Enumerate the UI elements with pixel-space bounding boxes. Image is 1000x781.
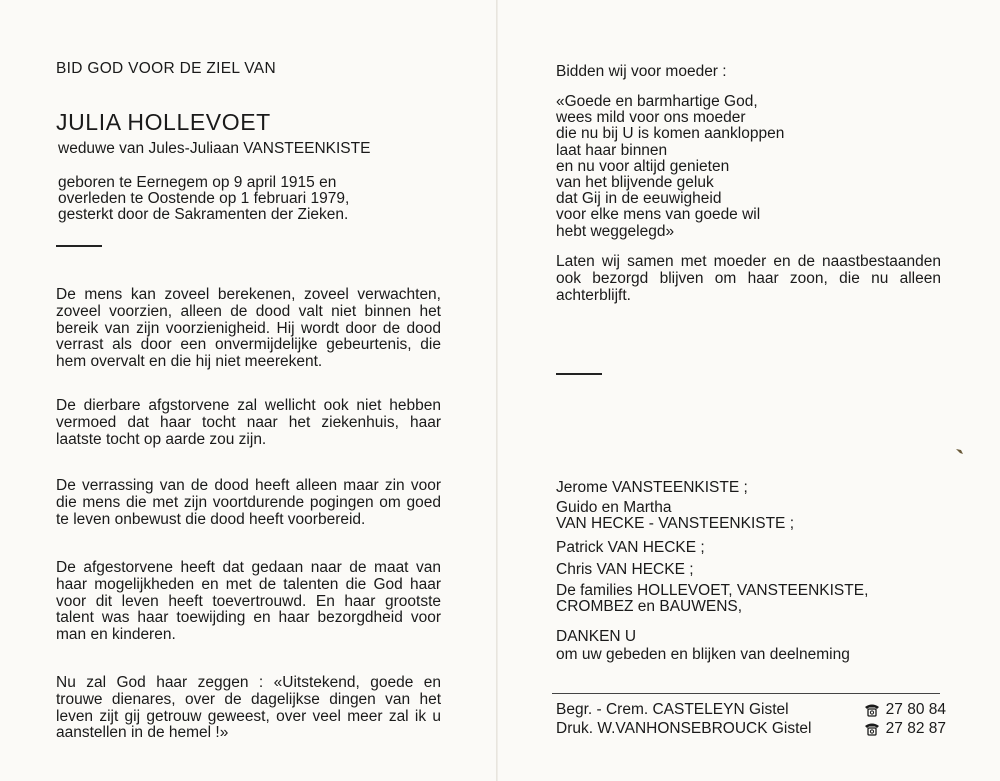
widow-of-line: weduwe van Jules-Juliaan VANSTEENKISTE	[58, 140, 371, 157]
thanks-text: om uw gebeden en blijken van deelneming	[556, 646, 850, 663]
printer-divider	[552, 693, 940, 694]
prayer-text: «Goede en barmhartige God, wees mild voor ons moeder die nu bij U is komen aankloppen laat haar binnen en nu voor altijd genieten van het blijvende geluk dat Gij in de eeuwigheid voor elke mens van goede wil hebt weggelegd»	[556, 93, 785, 240]
paragraph-4: De afgestorvene heeft dat gedaan naar de maat van haar mogelijkheden en met de talenten die God haar voor dit leven heeft toevertrouwd. En haar grootste talent was haar toewijding en haar bezorgdheid voor man en kinderen.	[56, 559, 441, 644]
divider	[556, 373, 602, 375]
phone-entry	[864, 701, 946, 718]
divider	[56, 245, 102, 247]
printer-block	[556, 700, 946, 738]
telephone-icon	[864, 722, 880, 736]
paragraph-5: Nu zal God haar zeggen : «Uitstekend, goede en trouwe dienares, over de dagelijkse dingen van het leven zijt gij getrouw geweest, over veel meer zal ik u aanstellen in de hemel !»	[56, 674, 441, 742]
thanks-title: DANKEN U	[556, 628, 637, 645]
printer-label: Begr. - Crem. CASTELEYN Gistel	[556, 701, 789, 718]
family-line: CROMBEZ en BAUWENS,	[556, 598, 743, 615]
birth-death-info: geboren te Eernegem op 9 april 1915 en overleden te Oostende op 1 februari 1979, gesterkt door de Sakramenten der Zieken.	[58, 174, 350, 223]
paragraph-3: De verrassing van de dood heeft alleen maar zin voor die mens die met zijn voortdurende pogingen om goed te leven onbewust die dood heeft voorbereid.	[56, 477, 441, 528]
paragraph-2: De dierbare afgstorvene zal wellicht ook niet hebben vermoed dat haar tocht naar het ziekenhuis, haar laatste tocht op aarde zou zijn.	[56, 397, 441, 448]
deceased-name: JULIA HOLLEVOET	[56, 109, 271, 135]
printer-phone: 27 82 87	[885, 720, 946, 737]
prayer-intro: Bidden wij voor moeder :	[556, 63, 727, 80]
printer-label: Druk. W.VANHONSEBROUCK Gistel	[556, 720, 812, 737]
family-line: Patrick VAN HECKE ;	[556, 539, 705, 556]
card-fold	[496, 0, 498, 781]
printer-row	[556, 700, 946, 719]
phone-entry	[864, 720, 946, 737]
paper-speck	[955, 447, 965, 457]
printer-phone: 27 80 84	[885, 701, 946, 718]
printer-row	[556, 719, 946, 738]
telephone-icon	[864, 703, 880, 717]
family-line: Guido en Martha	[556, 499, 672, 516]
card-heading: BID GOD VOOR DE ZIEL VAN	[56, 60, 276, 77]
family-line: Jerome VANSTEENKISTE ;	[556, 479, 748, 496]
family-line: Chris VAN HECKE ;	[556, 561, 694, 578]
family-line: VAN HECKE - VANSTEENKISTE ;	[556, 515, 795, 532]
plea-paragraph: Laten wij samen met moeder en de naastbestaanden ook bezorgd blijven om haar zoon, die nu alleen achterblijft.	[556, 253, 941, 304]
family-line: De families HOLLEVOET, VANSTEENKISTE,	[556, 582, 869, 599]
paragraph-1: De mens kan zoveel berekenen, zoveel verwachten, zoveel voorzien, alleen de dood valt niet binnen het bereik van zijn voorzienigheid. Hij wordt door de dood verrast als door een onvermijdelijke gebeurtenis, die hem overvalt en die hij niet meerekent.	[56, 286, 441, 371]
